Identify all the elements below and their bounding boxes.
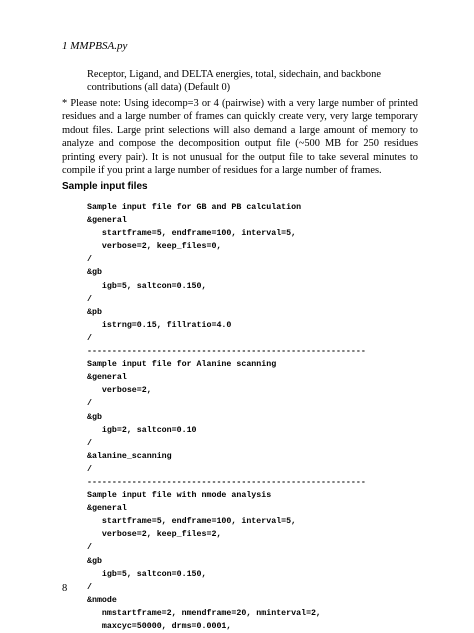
- code-line: istrng=0.15, fillratio=4.0: [87, 320, 232, 330]
- code-line: /: [87, 464, 92, 474]
- code-line: &general: [87, 373, 127, 383]
- code-line: Sample input file with nmode analysis: [87, 491, 272, 501]
- code-line: /: [87, 255, 92, 265]
- code-line: /: [87, 543, 92, 553]
- code-line: /: [87, 333, 92, 343]
- section-heading: Sample input files: [62, 181, 148, 192]
- code-line: Sample input file for Alanine scanning: [87, 360, 277, 370]
- code-line: startframe=5, endframe=100, interval=5,: [87, 517, 297, 527]
- code-line: igb=2, saltcon=0.10: [87, 425, 197, 435]
- code-line: /: [87, 294, 92, 304]
- code-line: igb=5, saltcon=0.150,: [87, 569, 207, 579]
- code-line: --------------------------------------------------------: [87, 347, 366, 357]
- code-line: Sample input file for GB and PB calculation: [87, 203, 302, 212]
- code-line: &gb: [87, 412, 102, 422]
- code-line: &gb: [87, 268, 102, 278]
- code-line: igb=5, saltcon=0.150,: [87, 281, 207, 291]
- code-line: nmstartframe=2, nmendframe=20, nminterval=2,: [87, 608, 322, 618]
- code-block: [87, 201, 366, 633]
- indented-paragraph: Receptor, Ligand, and DELTA energies, total, sidechain, and backbone contributions (all data) (Default 0): [87, 69, 381, 94]
- note-paragraph: * Please note: Using idecomp=3 or 4 (pairwise) with a very large number of printed residues and a large number of frames can quickly create very, very large temporary mdout files. Large print selections will also demand a large amount of memory to analyze and compose the decomposition output file (~500 MB for 250 residues printing every pair). It is not unusual for the output file to take several minutes to compile if you print a large number of residues for a large number of frames.: [62, 98, 418, 177]
- code-line: &nmode: [87, 595, 117, 605]
- code-line: /: [87, 399, 92, 409]
- code-line: &alanine_scanning: [87, 451, 172, 461]
- code-line: --------------------------------------------------------: [87, 477, 366, 487]
- code-line: &general: [87, 216, 127, 226]
- code-line: /: [87, 438, 92, 448]
- code-line: verbose=2, keep_files=2,: [87, 530, 222, 540]
- code-line: verbose=2,: [87, 386, 152, 396]
- code-line: &pb: [87, 307, 102, 317]
- code-line: maxcyc=50000, drms=0.0001,: [87, 622, 232, 631]
- code-line: startframe=5, endframe=100, interval=5,: [87, 229, 297, 239]
- code-line: verbose=2, keep_files=0,: [87, 242, 222, 252]
- code-line: /: [87, 582, 92, 592]
- code-line: &gb: [87, 556, 102, 566]
- code-line: &general: [87, 504, 127, 514]
- running-header: 1 MMPBSA.py: [62, 40, 128, 52]
- page-number: 8: [62, 583, 68, 594]
